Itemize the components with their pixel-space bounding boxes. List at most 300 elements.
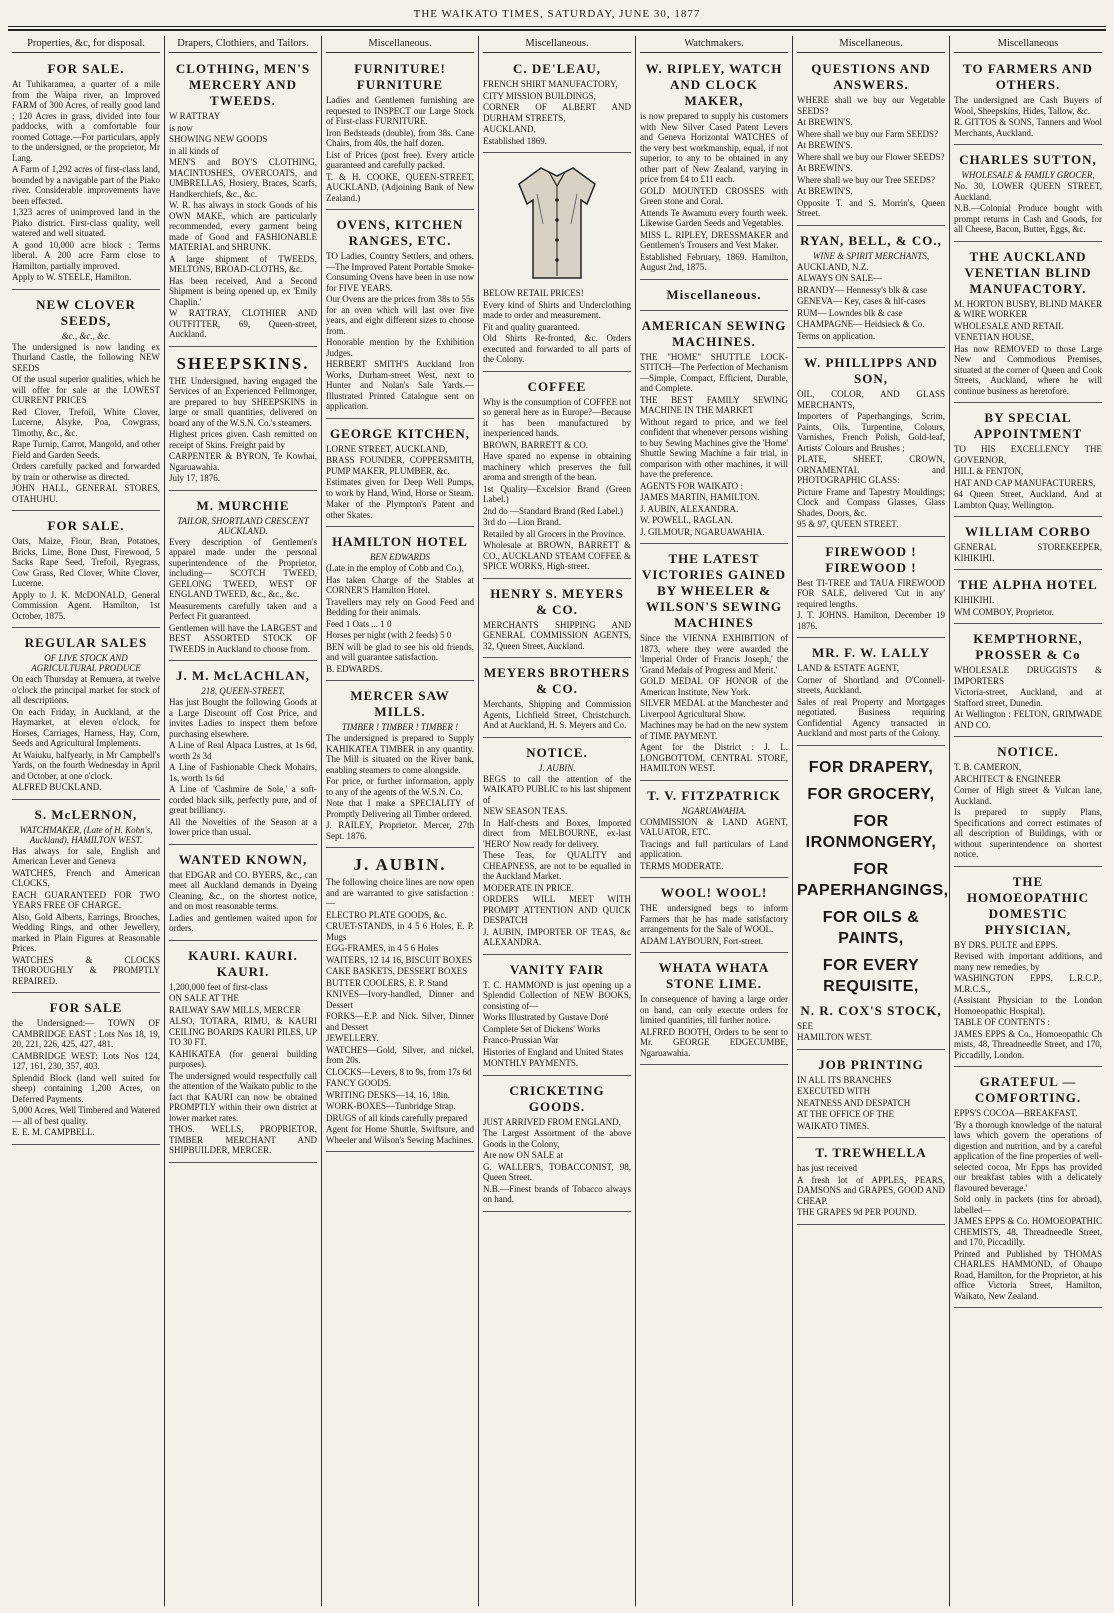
ad-title: NEW CLOVER SEEDS,	[36, 296, 136, 328]
advertisement	[640, 955, 788, 1065]
ad-text: Note that I make a SPECIALITY of Promptly Delivering all Timber ordered.	[326, 798, 474, 819]
column-grid	[8, 36, 1106, 1606]
ad-title: CRICKETING GOODS.	[509, 1082, 605, 1114]
ad-text: Picture Frame and Tapestry Mouldings; Clock and Compass Glasses, Glass Shades, Doors, &c.	[797, 486, 945, 518]
ad-text: Ladies and Gentlemen furnishing are requested to INSPECT our Large Stock of First-class FURNITURE.	[326, 95, 474, 126]
advertisement	[640, 56, 788, 280]
ad-text: 1,323 acres of unimproved land in the Piako district. First-class quality, well watered and well situated.	[12, 207, 160, 238]
ad-text: the Undersigned:— TOWN OF CAMBRIDGE EAST : Lots Nos 18, 19, 20, 221, 226, 425, 427, 481.	[12, 1018, 160, 1049]
ad-subtitle: NGARUAWAHIA.	[681, 805, 747, 816]
ad-text: In consequence of having a large order on hand, can only execute orders for limited quantities, till further notice.	[640, 994, 788, 1025]
ad-text: All the Novelties of the Season at a lower price than usual.	[169, 816, 317, 837]
ad-text: is now prepared to supply his customers with New Silver Cased Patent Levers and Geneva Horizontal WATCHES of the very best workmanship, equal, if not superior, to any to be obtained in any other part of New Zealand, varying in price from £4 to £11 each.	[640, 111, 788, 184]
ad-title: FOR SALE.	[47, 61, 125, 76]
ad-text: Every description of Gentlemen's apparel made under the personal superintendence of the Proprietor, including— SCOTCH TWEED, GEELONG TWEED, WEST OF ENGLAND TWEED, &c., &c., &c.	[169, 536, 317, 599]
ad-title: J. AUBIN.	[353, 855, 447, 874]
ad-text: WM COMBOY, Proprietor.	[954, 606, 1054, 617]
ad-text: 1,200,000 feet of first-class	[169, 981, 268, 992]
ad-text: J. AUBIN, ALEXANDRA.	[640, 503, 739, 514]
advertisement	[326, 212, 474, 419]
ad-text: CITY MISSION BUILDINGS,	[483, 90, 596, 101]
advertisement	[12, 292, 160, 512]
ad-text: Without regard to price, and we feel confident that whenever persons wishing to buy Sewing Machines give the 'Home' Shuttle Sewing Machine a fair trial, in comparison with other machines, it will have the preference.	[640, 416, 788, 479]
advertisement	[169, 493, 317, 662]
ad-text: (Late in the employ of Cobb and Co.),	[326, 563, 464, 573]
ad-title: OVENS, KITCHEN RANGES, ETC.	[336, 217, 464, 248]
advertisement	[169, 943, 317, 1163]
ad-text: Has just Bought the following Goods at a Large Discount off Cost Price, and invites Ladies to inspect them before purchasing elsewhere.	[169, 697, 317, 739]
ad-text: BEN will be glad to see his old friends, and will guarantee satisfaction.	[326, 641, 474, 662]
slogan-line: FOR DRAPERY,	[808, 758, 934, 776]
ad-title: T. V. FITZPATRICK	[647, 787, 781, 803]
ad-text: 1st Quality—Excelsior Brand (Green Label.)	[483, 483, 631, 504]
ad-text: Corner of Shortland and O'Connell-streets, Auckland.	[797, 674, 945, 695]
advertisement	[954, 147, 1102, 242]
ad-text: A Line of Fashionable Check Mohairs, 1s, worth 1s 6d	[169, 762, 317, 783]
ad-text: Histories of England and United States	[483, 1046, 624, 1057]
ad-text: T. & H. COOKE, QUEEN-STREET, AUCKLAND, (Adjoining Bank of New Zealand.)	[326, 171, 474, 203]
ad-title: GEORGE KITCHEN,	[330, 425, 470, 441]
advertisement	[12, 513, 160, 628]
ad-text: Apply to W. STEELE, Hamilton.	[12, 272, 132, 282]
ad-text: ALFRED BUCKLAND.	[12, 782, 102, 792]
ad-subtitle: WHOLESALE & FAMILY GROCER,	[961, 170, 1095, 180]
ad-text: ELECTRO PLATE GOODS, &c.	[326, 909, 447, 920]
ad-text: G. WALLER'S, TOBACCONIST, 98, Queen Street.	[483, 1161, 631, 1182]
ad-text: FORKS—E.P. and Nick. Silver, Dinner and Dessert	[326, 1011, 474, 1032]
advertisement	[326, 683, 474, 848]
ad-text: Machines may be had on the new system of TIME PAYMENT.	[640, 720, 788, 741]
ad-text: At BREWIN'S.	[797, 117, 853, 127]
ad-text: that EDGAR and CO. BYERS, &c., can meet all Auckland demands in Dyeing Cleaning, &c., on the shortest notice, and on most reasonable terms.	[169, 869, 317, 911]
advertisement	[954, 869, 1102, 1068]
ad-text: LORNE STREET, AUCKLAND,	[326, 443, 448, 454]
ad-text: Complete Set of Dickens' Works	[483, 1023, 601, 1034]
ad-subtitle: OF LIVE STOCK AND AGRICULTURAL PRODUCE	[31, 653, 141, 673]
ad-text: CAKE BASKETS, DESSERT BOXES	[326, 966, 468, 976]
ad-text: TO Ladies, Country Settlers, and others.—The Improved Patent Portable Smoke-Consuming Ovens have been in use now for FIVE YEARS.	[326, 251, 474, 293]
ad-text: NEATNESS AND DESPATCH	[797, 1097, 911, 1108]
ad-text: BRANDY— Hennessy's blk & case	[797, 284, 928, 295]
column-5	[636, 36, 793, 1606]
ad-text: Old Shirts Re-fronted, &c. Orders executed and forwarded to all parts of the Colony.	[483, 333, 631, 364]
ad-text: E. E. M. CAMPBELL.	[12, 1127, 95, 1137]
ad-text: has just received	[797, 1163, 857, 1173]
ad-text: ALSO, TOTARA, RIMU, & KAURI CEILING BOARDS KAURI PILES, UP TO 30 FT.	[169, 1016, 317, 1047]
ad-text: The Largest Assortment of the above Goods in the Colony,	[483, 1128, 631, 1149]
ad-title: KEMPTHORNE, PROSSER & Co	[973, 631, 1083, 662]
ad-text: The undersigned would respectfully call the attention of the Waikato public to the fact that KAURI can now be obtained PROMPTLY within their own district at lower market rates.	[169, 1070, 317, 1123]
column-heading: Miscellaneous.	[326, 36, 474, 53]
column-heading: Properties, &c, for disposal.	[12, 36, 160, 53]
ad-text: M. HORTON BUSBY, BLIND MAKER & WIRE WORKER	[954, 298, 1102, 319]
ad-text: (Assistant Physician to the London Homoeopathic Hospital).	[954, 995, 1102, 1016]
ad-subtitle: WATCHMAKER, (Late of H. Kohn's, Auckland), HAMILTON WEST.	[19, 824, 153, 845]
ad-title: M. MURCHIE	[196, 497, 290, 513]
ad-title: NOTICE.	[997, 744, 1059, 759]
ad-text: GENEVA— Key, cases & hlf-cases	[797, 296, 926, 306]
ad-text: SEE	[797, 1020, 814, 1031]
ad-text: AUCKLAND,	[483, 124, 536, 134]
ad-text: At BREWIN'S,	[797, 186, 853, 196]
ad-text: ORDERS WILL MEET WITH PROMPT ATTENTION AND QUICK DESPATCH	[483, 894, 631, 925]
ad-text: AUCKLAND, N.Z.	[797, 261, 869, 272]
ad-text: Why is the consumption of COFFEE not so general here as in Europe?—Because it has been manufactured by inexperienced hands.	[483, 396, 631, 438]
shirt-illustration	[511, 164, 603, 282]
ad-text: List of Prices (post free). Every article guaranteed and carefully packed.	[326, 149, 474, 170]
ad-title: Miscellaneous.	[666, 286, 762, 302]
ad-text: Orders carefully packed and forwarded by train or otherwise as directed.	[12, 461, 160, 482]
ad-text: Merchants, Shipping and Commission Agents, Lichfield Street, Christchurch. And at Auckland, H. S. Meyers and Co.	[483, 699, 631, 730]
ad-text: Agent for the District : J. L. LONGBOTTOM, CENTRAL STORE, HAMILTON WEST.	[640, 742, 788, 773]
slogan-line: FOR PAPERHANGINGS,	[797, 860, 949, 899]
advertisement	[483, 740, 631, 955]
ad-text: CORNER OF ALBERT AND DURHAM STREETS,	[483, 102, 631, 123]
advertisement	[483, 660, 631, 738]
column-3	[322, 36, 479, 1606]
ad-subtitle: TIMBER ! TIMBER ! TIMBER !	[341, 722, 459, 732]
ad-title: MR. F. W. LALLY	[811, 645, 931, 660]
ad-title: QUESTIONS AND ANSWERS.	[811, 61, 931, 92]
ad-text: Also, Gold Alberts, Earrings, Brooches, Wedding Rings, and other Jewellery, marked in Plain Figures at Reasonable Prices.	[12, 911, 160, 953]
advertisement	[954, 1069, 1102, 1308]
slogan-line: FOR EVERY REQUISITE,	[822, 956, 920, 995]
masthead	[0, 0, 1114, 38]
ad-text: ARCHITECT & ENGINEER	[954, 773, 1061, 784]
ad-text: Franco-Prussian War	[483, 1035, 559, 1045]
ad-text: A Farm of 1,292 acres of first-class land, bounded by a navigable part of the Piako river. Considerable improvements have been effected.	[12, 164, 160, 206]
ad-subtitle: WINE & SPIRIT MERCHANTS,	[812, 250, 930, 261]
advertisement	[797, 350, 945, 537]
ad-text: BROWN, BARRETT & CO.	[483, 439, 589, 450]
column-heading: Miscellaneous.	[483, 36, 631, 53]
advertisement	[326, 529, 474, 681]
ad-text: WRITING DESKS—14, 16, 18in.	[326, 1089, 450, 1100]
ad-text: In Half-chests and Boxes, Imported direct from MELBOURNE, ex-last 'HERO' Now ready for delivery.	[483, 817, 631, 849]
ad-text: Since the VIENNA EXHIBITION of 1873, where they were awarded the 'Imperial Order of Francis Joseph,' the 'Grand Medals of Progress and Merit.'	[640, 633, 788, 675]
ad-text: CRUET-STANDS, in 4 5 6 Holes, E. P. Mugs	[326, 921, 474, 942]
ad-text: ADAM LAYBOURN, Fort-street.	[640, 935, 764, 946]
masthead-rule-heavy	[8, 29, 1106, 31]
ad-text: THE "HOME" SHUTTLE LOCK-STITCH—The Perfection of Mechanism—Simple, Compact, Efficient, Durable, and Complete.	[640, 351, 788, 393]
advertisement	[483, 957, 631, 1076]
advertisement	[797, 56, 945, 226]
ad-title: HENRY S. MEYERS & CO.	[490, 585, 624, 617]
advertisement	[169, 847, 317, 941]
ad-title: J. M. McLACHLAN,	[175, 668, 311, 683]
ad-text: JEWELLERY.	[326, 1033, 379, 1043]
ad-text: Opposite T. and S. Morrin's, Queen Street.	[797, 197, 945, 218]
advertisement	[483, 155, 631, 372]
ad-text: MODERATE IN PRICE.	[483, 882, 574, 893]
advertisement	[640, 880, 788, 953]
ad-text: Horses per night (with 2 feeds) 5 0	[326, 630, 452, 640]
ad-title: THE HOMOEOPATHIC DOMESTIC PHYSICIAN,	[966, 873, 1090, 937]
advertisement	[797, 640, 945, 746]
ad-text: Has now REMOVED to those Large New and Commodious Premises, situated at the corner of Queen and Cook Streets, Auckland, where he will continue business as heretofore.	[954, 343, 1102, 396]
advertisement	[483, 374, 631, 579]
ad-text: HAMILTON WEST.	[797, 1032, 873, 1042]
ad-text: The undersigned are Cash Buyers of Wool, Sheepskins, Hides, Tallow, &c.	[954, 95, 1102, 116]
ad-text: Splendid Block (land well suited for sheep) containing 1,200 Acres, on Deferred Payments.	[12, 1072, 160, 1104]
ad-text: Has taken Charge of the Stables at CORNER'S Hamilton Hotel.	[326, 574, 474, 595]
ad-text: CLOCKS—Levers, 8 to 9s, from 17s 6d	[326, 1066, 472, 1077]
ad-text: EPPS'S COCOA—BREAKFAST.	[954, 1108, 1078, 1118]
advertisement	[326, 850, 474, 1152]
ad-text: Works Illustrated by Gustave Doré	[483, 1012, 609, 1022]
ad-text: CHAMPAGNE— Heidsieck & Co.	[797, 319, 925, 329]
advertisement	[483, 56, 631, 153]
advertisement	[954, 405, 1102, 517]
ad-text: Established 1869.	[483, 135, 547, 146]
ad-text: At BREWIN'S.	[797, 163, 853, 173]
ad-title: THE ALPHA HOTEL	[958, 577, 1098, 592]
advertisement	[640, 313, 788, 545]
ad-text: Tracings and full particulars of Land application.	[640, 838, 788, 859]
advertisement	[954, 626, 1102, 737]
ad-text: Wholesale at BROWN, BARRETT & CO., AUCKLAND STEAM COFFEE & SPICE WORKS, High-street.	[483, 540, 631, 571]
ad-text: MEN'S and BOY'S CLOTHING, MACINTOSHES, OVERCOATS, and UMBRELLAS, Hosiery, Braces, Scarfs, Handkerchiefs, &c., &c.	[169, 157, 317, 199]
ad-text: T. B. CAMERON,	[954, 762, 1022, 772]
ad-text: W RATTRAY, CLOTHIER AND OUTFITTER, 69, Queen-street, Auckland.	[169, 308, 317, 339]
ad-text: Our Ovens are the prices from 38s to 55s for an oven which will last over five years, and eight different sizes to choose from.	[326, 294, 474, 336]
column-7	[950, 36, 1106, 1606]
ad-text: HERBERT SMITH'S Auckland Iron Works, Durham-street West, next to Hunter and Nolan's Sale Yards.—Illustrated Printed Catalogue sent on application.	[326, 359, 474, 411]
ad-title: W. RIPLEY, WATCH AND CLOCK MAKER,	[645, 61, 783, 108]
ad-text: WATCHES, French and American CLOCKS,	[12, 867, 160, 888]
ad-title: WOOL! WOOL!	[660, 885, 768, 900]
ad-text: A good 10,000 acre block : Terms liberal. A 200 acre Farm close to Hamilton, partially improved.	[12, 239, 160, 271]
ad-text: SHOWING NEW GOODS	[169, 134, 268, 144]
ad-text: On each Thursday at Remuera, at twelve o'clock the principal market for stock of all descriptions.	[12, 674, 160, 705]
advertisement	[640, 783, 788, 879]
ad-text: KNIVES—Ivory-handled, Dinner and Dessert	[326, 989, 474, 1010]
ad-text: 95 & 97, QUEEN STREET.	[797, 519, 899, 529]
advertisement	[640, 546, 788, 781]
ad-text: At BREWIN'S.	[797, 140, 853, 150]
ad-text: Apply to J. K. McDONALD, General Commission Agent. Hamilton, 1st October, 1875.	[12, 589, 160, 621]
ad-text: Maker of the Plympton's Patent and other Skates.	[326, 499, 474, 520]
ad-text: WAIKATO TIMES.	[797, 1120, 870, 1131]
ad-text: JAMES EPPS & Co. HOMOEOPATHIC CHEMISTS, 48, Threadneedle Street, and 170, Piccadilly.	[954, 1216, 1102, 1247]
ad-text: in all kinds of	[169, 145, 219, 156]
ad-text: FANCY GOODS.	[326, 1078, 392, 1088]
ad-text: JUST ARRIVED FROM ENGLAND,	[483, 1116, 621, 1127]
ad-title: MERCER SAW MILLS.	[350, 688, 450, 719]
ad-text: 5,000 Acres, Well Timbered and Watered — all of best quality.	[12, 1105, 160, 1126]
ad-text: BRASS FOUNDER, COPPERSMITH, PUMP MAKER, PLUMBER, &c.	[326, 455, 474, 476]
column-heading: Watchmakers.	[640, 36, 788, 53]
advertisement	[12, 995, 160, 1145]
ad-text: AT THE OFFICE OF THE	[797, 1109, 895, 1119]
ad-text: THE GRAPES 9d PER POUND.	[797, 1207, 917, 1217]
ad-text: KAHIKATEA (for general building purposes).	[169, 1048, 317, 1069]
ad-text: WATCHES—Gold, Silver, and nickel, from 20s.	[326, 1044, 474, 1065]
ad-text: MISS L. RIPLEY, DRESSMAKER and Gentlemen's Trousers and Vest Maker.	[640, 229, 788, 250]
ad-text: Where shall we buy our Flower SEEDS?	[797, 151, 945, 162]
slogan-line: FOR IRONMONGERY,	[805, 812, 937, 851]
ad-title: KAURI. KAURI. KAURI.	[188, 947, 298, 979]
ad-text: CAMBRIDGE WEST: Lots Nos 124, 127, 161, 230, 357, 403.	[12, 1050, 160, 1071]
column-4	[479, 36, 636, 1606]
slogan-line: FOR GROCERY,	[807, 785, 935, 803]
ad-text: Terms on application.	[797, 330, 876, 341]
ad-text: Rape Turnip, Carrot, Mangold, and other Field and Garden Seeds.	[12, 439, 160, 460]
ad-text: 3rd do —Lion Brand.	[483, 517, 561, 527]
ad-text: Sold only in packets (tins for abroad), labelled—	[954, 1194, 1102, 1215]
ad-text: Where shall we buy our Farm SEEDS?	[797, 128, 938, 139]
ad-text: At Waiuku, halfyearly, in Mr Campbell's Yards, on the fourth Wednesday in April and October, at one o'clock.	[12, 749, 160, 781]
ad-text: ON SALE AT THE	[169, 993, 239, 1003]
ad-text: No. 30, LOWER QUEEN STREET, Auckland.	[954, 181, 1102, 202]
ad-text: THOS. WELLS, PROPRIETOR, TIMBER MERCHANT AND SHIPBUILDER, MERCER.	[169, 1124, 317, 1155]
ad-text: Where shall we buy our Tree SEEDS?	[797, 174, 935, 185]
ad-text: THE undersigned begs to inform Farmers that he has made satisfactory arrangements for the Sale of WOOL.	[640, 903, 788, 934]
ad-text: 64 Queen Street, Auckland, And at Lambton Quay, Wellington.	[954, 489, 1102, 510]
ad-text: Travellers may rely on Good Feed and Bedding for their animals.	[326, 596, 474, 617]
advertisement	[954, 56, 1102, 145]
ad-text: These Teas, for QUALITY and CHEAPNESS, are not to be equalled in the Auckland Market.	[483, 850, 631, 881]
ad-text: VENETIAN HOUSE,	[954, 332, 1034, 342]
ad-text: KIHIKIHI.	[954, 595, 995, 605]
ad-text: JAMES EPPS & Co., Homoeopathic Ch mists, 48, Threadneedle Street, and 170, Piccadilly, London.	[954, 1028, 1102, 1060]
advertisement	[169, 56, 317, 347]
ad-text: Has always for sale, English and American Lever and Geneva	[12, 845, 160, 866]
ad-title: WHATA WHATA STONE LIME.	[658, 960, 770, 991]
ad-text: WASHINGTON EPPS, L.R.C.P., M.R.C.S.,	[954, 973, 1102, 994]
ad-text: W. POWELL, RAGLAN.	[640, 515, 733, 525]
column-2	[165, 36, 322, 1606]
ad-text: Ladies and gentlemen waited upon for orders.	[169, 912, 317, 933]
ad-text: HILL & FENTON,	[954, 466, 1024, 476]
ad-text: JOHN HALL, GENERAL STORES, OTAHUHU.	[12, 483, 160, 504]
advertisement	[483, 581, 631, 659]
ad-text: J. GILMOUR, NGARUAWAHIA.	[640, 526, 765, 537]
ad-subtitle: 218, QUEEN-STREET,	[201, 686, 285, 696]
ad-title: WILLIAM CORBO	[964, 524, 1092, 539]
ad-text: is now	[169, 122, 193, 133]
ad-text: For price, or further information, apply to any of the agents of the W.S.N. Co.	[326, 776, 474, 797]
ad-text: WORK-BOXES—Tunbridge Strap.	[326, 1101, 456, 1111]
column-heading: Drapers, Clothiers, and Tailors.	[169, 36, 317, 53]
ad-text: JAMES MARTIN, HAMILTON.	[640, 492, 760, 502]
ad-text: ALFRED BOOTH, Orders to be sent to Mr. GEORGE EDGECUMBE, Ngaruawahia.	[640, 1026, 788, 1058]
advertisement	[169, 663, 317, 845]
advertisement	[954, 244, 1102, 404]
ad-text: TABLE OF CONTENTS :	[954, 1017, 1051, 1027]
ad-text: At Wellington : FELTON, GRIMWADE AND CO.	[954, 709, 1102, 730]
ad-text: Measurements carefully taken and a Perfect Fit guaranteed.	[169, 600, 317, 621]
advertisement	[797, 228, 945, 349]
ad-text: EXECUTED WITH	[797, 1086, 871, 1096]
ad-title: SHEEPSKINS.	[176, 353, 310, 373]
ad-title: FURNITURE! FURNITURE	[354, 61, 446, 92]
ad-title: AMERICAN SEWING MACHINES.	[641, 317, 787, 349]
ad-title: JOB PRINTING	[818, 1056, 924, 1072]
ad-title: THE AUCKLAND VENETIAN BLIND MANUFACTORY.	[964, 248, 1092, 296]
column-6	[793, 36, 950, 1606]
ad-text: GOLD MOUNTED CROSSES with Green stone and Coral.	[640, 185, 788, 206]
ad-text: RUM— Lowndes blk & case	[797, 307, 903, 318]
ad-title: WANTED KNOWN,	[178, 851, 308, 867]
ad-text: BELOW RETAIL PRICES!	[483, 288, 584, 298]
ad-text: TERMS MODERATE.	[640, 860, 724, 871]
ad-title: BY SPECIAL APPOINTMENT	[973, 410, 1083, 441]
ad-subtitle: &c., &c., &c.	[61, 330, 111, 341]
ad-text: The following choice lines are now open and are warranted to give satisfaction :—	[326, 877, 474, 908]
ad-text: TO HIS EXCELLENCY THE GOVERNOR,	[954, 444, 1102, 465]
ad-text: BY DRS. PULTE and EPPS.	[954, 939, 1058, 950]
ad-title: NOTICE.	[526, 744, 588, 760]
ad-subtitle: TAILOR, SHORTLAND CRESCENT AUCKLAND.	[177, 515, 309, 536]
ad-text: A Line of 'Cashmire de Sole,' a soft-corded black silk, perfectly pure, and of great brilliancy.	[169, 784, 317, 815]
advertisement	[954, 739, 1102, 867]
ad-text: WHOLESALE AND RETAIL	[954, 320, 1064, 331]
ad-text: THE Undersigned, having engaged the Services of an Experienced Fellmonger, are prepared to buy SHEEPSKINS in large or small quantities, delivered on board any of the W.S.N. Co.'s steamers.	[169, 375, 317, 428]
ad-text: THE BEST FAMILY SEWING MACHINE IN THE MARKET	[640, 394, 788, 415]
ad-title: CLOTHING, MEN'S MERCERY AND TWEEDS.	[175, 61, 311, 108]
ad-text: Sales of real Property and Mortgages negotiated. Business requiring Confidential Agency transacted in Auckland and most parts of the Colony.	[797, 696, 945, 738]
ad-text: Every kind of Shirts and Underclothing made to order and measurement.	[483, 299, 631, 320]
ad-title: REGULAR SALES	[24, 635, 148, 650]
ad-text: OIL, COLOR, AND GLASS MERCHANTS,	[797, 389, 945, 410]
ad-text: BEGS to call the attention of the WAIKATO PUBLIC to his last shipment of	[483, 773, 631, 805]
ad-text: GENERAL STOREKEEPER, KIHIKIHI.	[954, 542, 1102, 563]
ad-text: FRENCH SHIRT MANUFACTORY,	[483, 79, 618, 89]
column-heading: Miscellaneous.	[797, 36, 945, 53]
ad-text: GOLD MEDAL OF HONOR of the American Institute, New York.	[640, 676, 788, 697]
column-heading: Miscellaneous	[954, 36, 1102, 53]
ad-text: Iron Bedsteads (double), from 38s. Cane Chairs, from 40s, the half dozen.	[326, 127, 474, 148]
ad-title: C. DE'LEAU,	[513, 61, 601, 76]
ad-text: The undersigned is prepared to Supply KAHIKATEA TIMBER in any quantity. The Mill is situated on the River bank, enabling steamers to come alongside.	[326, 733, 474, 775]
ad-text: Established February, 1869. Hamilton, August 2nd, 1875.	[640, 251, 788, 272]
advertisement	[12, 802, 160, 994]
ad-text: WATCHES & CLOCKS THOROUGHLY & PROMPTLY REPAIRED.	[12, 954, 160, 986]
ad-text: Is prepared to supply Plans, Specifications and correct estimates of all description of Buildings, with or without superintendence on shortest notice.	[954, 807, 1102, 859]
ad-text: Estimates given for Deep Well Pumps, to work by Hand, Wind, Horse or Steam.	[326, 477, 474, 498]
ad-title: RYAN, BELL, & CO.,	[800, 232, 942, 248]
advertisement	[797, 539, 945, 639]
ad-text: AGENTS FOR WAIKATO :	[640, 480, 743, 491]
ad-text: Has been received, And a Second Shipment is being opened up, ex 'Emily Chaplin.'	[169, 275, 317, 307]
ad-title: W. PHILLIPPS AND SON,	[804, 355, 938, 386]
advertisement	[326, 56, 474, 210]
ad-text: Have spared no expense in obtaining machinery which preserves the full aroma and strength of the bean.	[483, 451, 631, 482]
ad-text: J. T. JOHNS. Hamilton, December 19 1876.	[797, 610, 945, 631]
ad-text: R. GITTOS & SONS, Tanners and Wool Merchants, Auckland.	[954, 117, 1102, 138]
ad-text: A Line of Real Alpaca Lustres, at 1s 6d, worth 2s 3d	[169, 740, 317, 761]
ad-text: Retailed by all Grocers in the Province.	[483, 528, 626, 539]
advertisement	[640, 282, 788, 311]
advertisement	[797, 748, 949, 1050]
ad-text: N.B.—Finest brands of Tobacco always on hand.	[483, 1183, 631, 1204]
ad-text: COMMISSION & LAND AGENT, VALUATOR, ETC.	[640, 816, 788, 837]
ad-text: CARPENTER & BYRON, Te Kowhai, Ngaruawahia.	[169, 451, 317, 472]
ad-title: S. McLERNON,	[34, 806, 138, 822]
ad-title: T. TREWHELLA	[815, 1145, 927, 1160]
ad-text: Attends Te Awamutu every fourth week. Likewise Garden Seeds and Vegetables.	[640, 207, 788, 228]
ad-title: THE LATEST VICTORIES GAINED BY WHEELER & WILSON'S SEWING MACHINES	[642, 551, 786, 630]
ad-text: Importers of Paperhangings, Scrim, Paints, Oils, Turpentine, Colours, Varnishes, French Polish, Gold-leaf, Artists' Colours and Brushes ;	[797, 411, 945, 453]
ad-text: Red Clover, Trefoil, White Clover, Lucerne, Alsyke, Poa, Cowgrass, Timothy, &c., &c.	[12, 406, 160, 438]
advertisement	[954, 572, 1102, 624]
ad-text: T. C. HAMMOND is just opening up a Splendid Collection of NEW BOOKS, consisting of—	[483, 979, 631, 1011]
ad-text: Highest prices given. Cash remitted on receipt of Skins. Freight paid by	[169, 429, 317, 450]
ad-text: MERCHANTS SHIPPING AND GENERAL COMMISSION AGENTS, 32, Queen Street, Auckland.	[483, 619, 631, 651]
ad-subtitle: BEN EDWARDS	[369, 552, 431, 562]
ad-title: HAMILTON HOTEL	[332, 534, 468, 549]
